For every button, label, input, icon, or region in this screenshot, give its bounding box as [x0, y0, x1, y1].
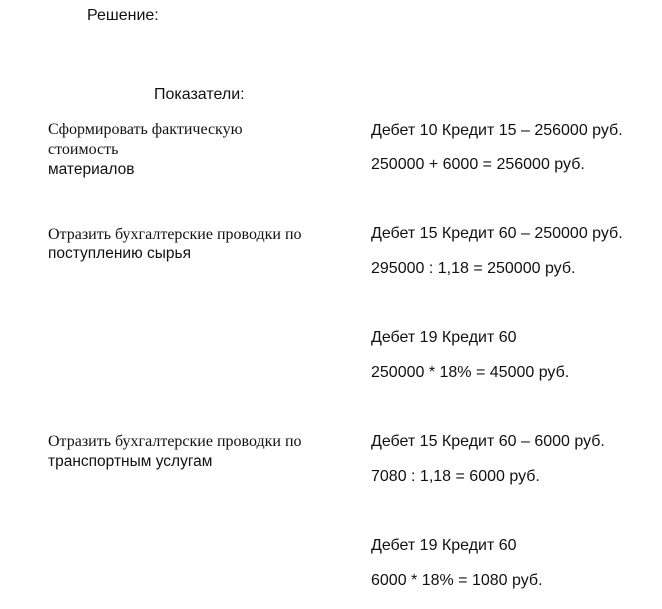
row-3-calc-2: 6000 * 18% = 1080 руб.: [371, 572, 543, 589]
heading: Решение:: [87, 7, 159, 24]
row-2-calc-2: 250000 * 18% = 45000 руб.: [371, 364, 570, 381]
row-2-posting-1: Дебет 15 Кредит 60 – 250000 руб.: [371, 225, 623, 242]
row-3-label-line-2: транспортным услугам: [48, 453, 213, 470]
row-1-label-line-1: Сформировать фактическую: [48, 121, 243, 138]
row-2-calc-1: 295000 : 1,18 = 250000 руб.: [371, 260, 576, 277]
row-3-posting-2: Дебет 19 Кредит 60: [371, 537, 517, 554]
row-2-label-line-2: поступлению сырья: [48, 245, 191, 262]
row-1-posting-1: Дебет 10 Кредит 15 – 256000 руб.: [371, 122, 623, 139]
row-2-label-line-1: Отразить бухгалтерские проводки по: [48, 226, 302, 243]
row-1-label-line-3: материалов: [48, 161, 135, 178]
subheading: Показатели:: [154, 86, 245, 103]
row-2-posting-2: Дебет 19 Кредит 60: [371, 329, 517, 346]
row-3-calc-1: 7080 : 1,18 = 6000 руб.: [371, 468, 540, 485]
row-3-posting-1: Дебет 15 Кредит 60 – 6000 руб.: [371, 433, 605, 450]
row-3-label-line-1: Отразить бухгалтерские проводки по: [48, 433, 302, 450]
row-1-label-line-2: стоимость: [48, 141, 119, 158]
row-1-calc-1: 250000 + 6000 = 256000 руб.: [371, 156, 585, 173]
